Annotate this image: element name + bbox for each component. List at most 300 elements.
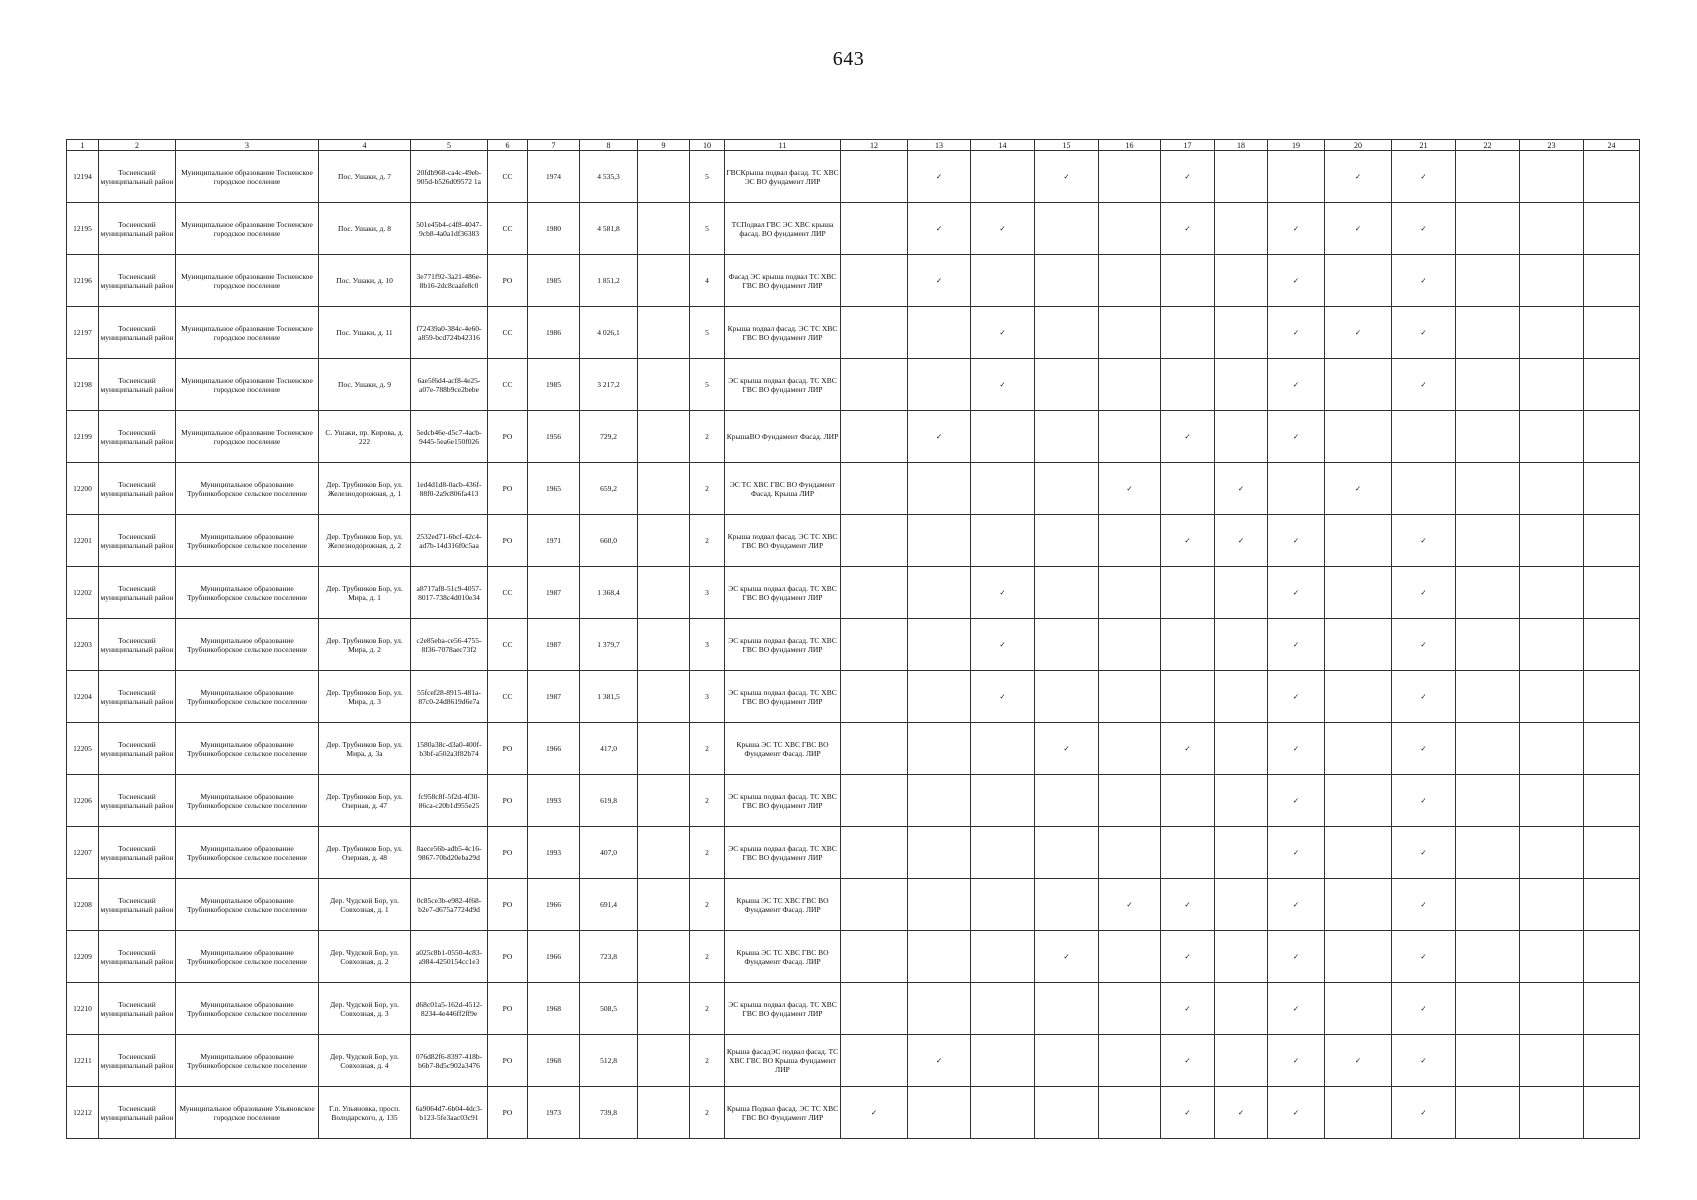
empty-check-cell xyxy=(1215,775,1268,827)
check-mark-icon: ✓ xyxy=(1325,1035,1392,1087)
empty-check-cell xyxy=(1520,1035,1584,1087)
empty-check-cell xyxy=(1215,307,1268,359)
table-row xyxy=(67,255,1640,307)
empty-check-cell xyxy=(1035,515,1099,567)
floors-cell: 5 xyxy=(690,151,725,203)
empty-check-cell xyxy=(1035,671,1099,723)
empty-check-cell xyxy=(1456,463,1520,515)
floors-cell: 2 xyxy=(690,931,725,983)
works-list-cell: ЭС крыша подвал фасад. ТС ХВС ГВС ВО фундамент ЛИР xyxy=(725,671,841,723)
municipality-cell: Муниципальное образование Трубникоборское сельское поселение xyxy=(176,983,319,1035)
empty-check-cell xyxy=(1325,1087,1392,1139)
empty-check-cell xyxy=(841,931,908,983)
empty-check-cell xyxy=(1392,463,1456,515)
check-mark-icon: ✓ xyxy=(1392,203,1456,255)
empty-check-cell xyxy=(908,879,971,931)
check-mark-icon: ✓ xyxy=(971,307,1035,359)
column-number: 1 xyxy=(67,140,99,151)
works-list-cell: ЭС крыша подвал фасад. ТС ХВС ГВС ВО фундамент ЛИР xyxy=(725,567,841,619)
works-list-cell: Крыша ЭС ТС ХВС ГВС ВО Фундамент Фасад. ЛИР xyxy=(725,723,841,775)
works-list-cell: ТСПодвал ГВС ЭС ХВС крыша фасад. ВО фундамент ЛИР xyxy=(725,203,841,255)
check-mark-icon: ✓ xyxy=(1392,619,1456,671)
total-area-cell: 739,8 xyxy=(580,1087,638,1139)
address-cell: Г.п. Ульяновка, просп. Володарского, д. 135 xyxy=(319,1087,411,1139)
empty-check-cell xyxy=(1215,359,1268,411)
year-built-cell: 1980 xyxy=(528,203,580,255)
works-list-cell: Крыша подвал фасад. ЭС ТС ХВС ГВС ВО Фундамент ЛИР xyxy=(725,515,841,567)
row-id: 12194 xyxy=(67,151,99,203)
empty-check-cell xyxy=(1161,619,1215,671)
empty-check-cell xyxy=(1035,879,1099,931)
table-row xyxy=(67,1087,1640,1139)
column-number-row xyxy=(67,140,1640,151)
column-number: 21 xyxy=(1392,140,1456,151)
check-mark-icon: ✓ xyxy=(1161,515,1215,567)
works-list-cell: КрышаВО Фундамент Фасад. ЛИР xyxy=(725,411,841,463)
district-cell: Тосненский муниципальный район xyxy=(99,723,176,775)
floors-cell: 5 xyxy=(690,359,725,411)
empty-check-cell xyxy=(908,619,971,671)
works-list-cell: Фасад ЭС крыша подвал ТС ХВС ГВС ВО фундамент ЛИР xyxy=(725,255,841,307)
building-uid-cell: 3e771f92-3a21-486e-8b16-2dc8caafe8c0 xyxy=(411,255,488,307)
empty-check-cell xyxy=(1215,827,1268,879)
column-9-cell xyxy=(638,515,690,567)
column-9-cell xyxy=(638,775,690,827)
floors-cell: 3 xyxy=(690,619,725,671)
empty-check-cell xyxy=(1161,567,1215,619)
year-built-cell: 1987 xyxy=(528,567,580,619)
column-9-cell xyxy=(638,203,690,255)
column-number: 20 xyxy=(1325,140,1392,151)
table-row xyxy=(67,567,1640,619)
empty-check-cell xyxy=(1215,203,1268,255)
check-mark-icon: ✓ xyxy=(1161,203,1215,255)
empty-check-cell xyxy=(1520,723,1584,775)
check-mark-icon: ✓ xyxy=(1392,931,1456,983)
column-9-cell xyxy=(638,723,690,775)
check-mark-icon: ✓ xyxy=(1268,411,1325,463)
total-area-cell: 660,0 xyxy=(580,515,638,567)
empty-check-cell xyxy=(1325,879,1392,931)
check-mark-icon: ✓ xyxy=(1392,151,1456,203)
floors-cell: 3 xyxy=(690,671,725,723)
check-mark-icon: ✓ xyxy=(1268,359,1325,411)
row-id: 12199 xyxy=(67,411,99,463)
empty-check-cell xyxy=(971,515,1035,567)
municipality-cell: Муниципальное образование Тосненское городское поселение xyxy=(176,151,319,203)
empty-check-cell xyxy=(1584,359,1640,411)
works-list-cell: ЭС крыша подвал фасад. ТС ХВС ГВС ВО фундамент ЛИР xyxy=(725,619,841,671)
check-mark-icon: ✓ xyxy=(1215,463,1268,515)
check-mark-icon: ✓ xyxy=(971,359,1035,411)
check-mark-icon: ✓ xyxy=(1161,151,1215,203)
district-cell: Тосненский муниципальный район xyxy=(99,203,176,255)
empty-check-cell xyxy=(1099,255,1161,307)
building-uid-cell: 501e45b4-c4f8-4047-9cb8-4a0a1df36383 xyxy=(411,203,488,255)
empty-check-cell xyxy=(841,879,908,931)
empty-check-cell xyxy=(1099,1087,1161,1139)
empty-check-cell xyxy=(1520,359,1584,411)
check-mark-icon: ✓ xyxy=(1392,567,1456,619)
empty-check-cell xyxy=(1161,307,1215,359)
empty-check-cell xyxy=(908,983,971,1035)
check-mark-icon: ✓ xyxy=(908,203,971,255)
empty-check-cell xyxy=(1520,931,1584,983)
empty-check-cell xyxy=(1584,931,1640,983)
year-built-cell: 1985 xyxy=(528,255,580,307)
check-mark-icon: ✓ xyxy=(1325,463,1392,515)
wall-material-cell: РО xyxy=(488,515,528,567)
empty-check-cell xyxy=(971,775,1035,827)
year-built-cell: 1986 xyxy=(528,307,580,359)
empty-check-cell xyxy=(1584,1087,1640,1139)
check-mark-icon: ✓ xyxy=(1392,879,1456,931)
table-row xyxy=(67,411,1640,463)
municipality-cell: Муниципальное образование Тосненское городское поселение xyxy=(176,203,319,255)
total-area-cell: 1 379,7 xyxy=(580,619,638,671)
check-mark-icon: ✓ xyxy=(1268,931,1325,983)
empty-check-cell xyxy=(1456,151,1520,203)
municipality-cell: Муниципальное образование Трубникоборское сельское поселение xyxy=(176,723,319,775)
total-area-cell: 1 851,2 xyxy=(580,255,638,307)
municipality-cell: Муниципальное образование Трубникоборское сельское поселение xyxy=(176,827,319,879)
empty-check-cell xyxy=(1520,619,1584,671)
check-mark-icon: ✓ xyxy=(971,671,1035,723)
row-id: 12195 xyxy=(67,203,99,255)
check-mark-icon: ✓ xyxy=(1161,879,1215,931)
building-uid-cell: 1580a38c-d3a0-400f-b3bf-a502a3f82b74 xyxy=(411,723,488,775)
row-id: 12210 xyxy=(67,983,99,1035)
municipality-cell: Муниципальное образование Трубникоборское сельское поселение xyxy=(176,619,319,671)
building-uid-cell: 6ae5f6d4-acf8-4e25-a07e-788b9ce2bebe xyxy=(411,359,488,411)
empty-check-cell xyxy=(1215,255,1268,307)
empty-check-cell xyxy=(841,359,908,411)
year-built-cell: 1968 xyxy=(528,983,580,1035)
works-list-cell: Крыша подвал фасад. ЭС ТС ХВС ГВС ВО фундамент ЛИР xyxy=(725,307,841,359)
wall-material-cell: СС xyxy=(488,567,528,619)
total-area-cell: 659,2 xyxy=(580,463,638,515)
floors-cell: 2 xyxy=(690,515,725,567)
year-built-cell: 1987 xyxy=(528,671,580,723)
empty-check-cell xyxy=(1456,411,1520,463)
works-list-cell: ЭС крыша подвал фасад. ТС ХВС ГВС ВО фундамент ЛИР xyxy=(725,983,841,1035)
column-number: 3 xyxy=(176,140,319,151)
check-mark-icon: ✓ xyxy=(1392,255,1456,307)
check-mark-icon: ✓ xyxy=(1268,827,1325,879)
empty-check-cell xyxy=(1161,359,1215,411)
floors-cell: 2 xyxy=(690,1035,725,1087)
empty-check-cell xyxy=(1584,983,1640,1035)
column-number: 24 xyxy=(1584,140,1640,151)
district-cell: Тосненский муниципальный район xyxy=(99,671,176,723)
empty-check-cell xyxy=(1456,619,1520,671)
total-area-cell: 691,4 xyxy=(580,879,638,931)
column-number: 4 xyxy=(319,140,411,151)
empty-check-cell xyxy=(1035,307,1099,359)
wall-material-cell: СС xyxy=(488,671,528,723)
check-mark-icon: ✓ xyxy=(1325,307,1392,359)
column-9-cell xyxy=(638,463,690,515)
total-area-cell: 4 581,8 xyxy=(580,203,638,255)
empty-check-cell xyxy=(971,983,1035,1035)
year-built-cell: 1966 xyxy=(528,879,580,931)
district-cell: Тосненский муниципальный район xyxy=(99,255,176,307)
row-id: 12202 xyxy=(67,567,99,619)
year-built-cell: 1968 xyxy=(528,1035,580,1087)
wall-material-cell: РО xyxy=(488,775,528,827)
check-mark-icon: ✓ xyxy=(1392,359,1456,411)
empty-check-cell xyxy=(1099,1035,1161,1087)
floors-cell: 4 xyxy=(690,255,725,307)
empty-check-cell xyxy=(1215,411,1268,463)
table-row xyxy=(67,983,1640,1035)
check-mark-icon: ✓ xyxy=(1035,723,1099,775)
empty-check-cell xyxy=(1456,827,1520,879)
registry-body xyxy=(67,140,1640,1139)
table-row xyxy=(67,671,1640,723)
year-built-cell: 1973 xyxy=(528,1087,580,1139)
empty-check-cell xyxy=(908,515,971,567)
check-mark-icon: ✓ xyxy=(1161,931,1215,983)
empty-check-cell xyxy=(1099,671,1161,723)
empty-check-cell xyxy=(1099,723,1161,775)
empty-check-cell xyxy=(1161,827,1215,879)
column-number: 11 xyxy=(725,140,841,151)
check-mark-icon: ✓ xyxy=(1268,515,1325,567)
district-cell: Тосненский муниципальный район xyxy=(99,307,176,359)
empty-check-cell xyxy=(1456,359,1520,411)
check-mark-icon: ✓ xyxy=(1035,151,1099,203)
column-number: 9 xyxy=(638,140,690,151)
building-uid-cell: 5edcb46e-d5c7-4acb-9445-5ea6e150f026 xyxy=(411,411,488,463)
municipality-cell: Муниципальное образование Трубникоборское сельское поселение xyxy=(176,567,319,619)
column-number: 12 xyxy=(841,140,908,151)
total-area-cell: 1 368,4 xyxy=(580,567,638,619)
empty-check-cell xyxy=(1456,515,1520,567)
empty-check-cell xyxy=(1099,359,1161,411)
empty-check-cell xyxy=(1584,203,1640,255)
empty-check-cell xyxy=(1584,411,1640,463)
address-cell: Дер. Трубников Бор, ул. Мира, д. 3 xyxy=(319,671,411,723)
municipality-cell: Муниципальное образование Трубникоборское сельское поселение xyxy=(176,1035,319,1087)
municipality-cell: Муниципальное образование Трубникоборское сельское поселение xyxy=(176,879,319,931)
empty-check-cell xyxy=(1584,255,1640,307)
check-mark-icon: ✓ xyxy=(1392,827,1456,879)
empty-check-cell xyxy=(1325,775,1392,827)
building-uid-cell: 55fcef28-8915-481a-87c0-24d8619d6e7a xyxy=(411,671,488,723)
row-id: 12197 xyxy=(67,307,99,359)
wall-material-cell: СС xyxy=(488,307,528,359)
empty-check-cell xyxy=(1161,671,1215,723)
year-built-cell: 1993 xyxy=(528,775,580,827)
empty-check-cell xyxy=(1456,931,1520,983)
empty-check-cell xyxy=(1456,983,1520,1035)
row-id: 12201 xyxy=(67,515,99,567)
empty-check-cell xyxy=(1520,879,1584,931)
district-cell: Тосненский муниципальный район xyxy=(99,1087,176,1139)
empty-check-cell xyxy=(1584,723,1640,775)
empty-check-cell xyxy=(1325,411,1392,463)
empty-check-cell xyxy=(1215,879,1268,931)
address-cell: Пос. Ушаки, д. 9 xyxy=(319,359,411,411)
empty-check-cell xyxy=(908,567,971,619)
row-id: 12206 xyxy=(67,775,99,827)
check-mark-icon: ✓ xyxy=(1392,775,1456,827)
floors-cell: 2 xyxy=(690,723,725,775)
empty-check-cell xyxy=(1161,775,1215,827)
empty-check-cell xyxy=(841,827,908,879)
total-area-cell: 729,2 xyxy=(580,411,638,463)
empty-check-cell xyxy=(1520,151,1584,203)
empty-check-cell xyxy=(841,203,908,255)
housing-registry-table xyxy=(66,139,1640,1139)
column-9-cell xyxy=(638,411,690,463)
empty-check-cell xyxy=(1099,827,1161,879)
floors-cell: 2 xyxy=(690,879,725,931)
empty-check-cell xyxy=(1584,671,1640,723)
empty-check-cell xyxy=(1325,983,1392,1035)
wall-material-cell: РО xyxy=(488,255,528,307)
check-mark-icon: ✓ xyxy=(1392,515,1456,567)
empty-check-cell xyxy=(1099,307,1161,359)
column-number: 15 xyxy=(1035,140,1099,151)
empty-check-cell xyxy=(841,307,908,359)
total-area-cell: 407,0 xyxy=(580,827,638,879)
empty-check-cell xyxy=(908,775,971,827)
year-built-cell: 1985 xyxy=(528,359,580,411)
check-mark-icon: ✓ xyxy=(1268,255,1325,307)
building-uid-cell: c2e85eba-ce56-4755-8f36-7078aec73f2 xyxy=(411,619,488,671)
check-mark-icon: ✓ xyxy=(1161,1035,1215,1087)
district-cell: Тосненский муниципальный район xyxy=(99,983,176,1035)
check-mark-icon: ✓ xyxy=(1268,203,1325,255)
empty-check-cell xyxy=(1215,567,1268,619)
municipality-cell: Муниципальное образование Трубникоборское сельское поселение xyxy=(176,463,319,515)
check-mark-icon: ✓ xyxy=(1325,203,1392,255)
check-mark-icon: ✓ xyxy=(1268,1035,1325,1087)
table-row xyxy=(67,463,1640,515)
address-cell: Дер. Трубников Бор, ул. Мира, д. 2 xyxy=(319,619,411,671)
table-row xyxy=(67,723,1640,775)
total-area-cell: 1 381,5 xyxy=(580,671,638,723)
district-cell: Тосненский муниципальный район xyxy=(99,931,176,983)
building-uid-cell: a8717af8-51c9-4057-8017-738c4d010e34 xyxy=(411,567,488,619)
works-list-cell: ЭС ТС ХВС ГВС ВО Фундамент Фасад. Крыша ЛИР xyxy=(725,463,841,515)
column-number: 14 xyxy=(971,140,1035,151)
empty-check-cell xyxy=(1215,723,1268,775)
floors-cell: 2 xyxy=(690,827,725,879)
wall-material-cell: РО xyxy=(488,983,528,1035)
empty-check-cell xyxy=(971,827,1035,879)
column-number: 19 xyxy=(1268,140,1325,151)
empty-check-cell xyxy=(1325,931,1392,983)
empty-check-cell xyxy=(1584,619,1640,671)
address-cell: Дер. Трубников Бор, ул. Озерная, д. 47 xyxy=(319,775,411,827)
empty-check-cell xyxy=(841,983,908,1035)
empty-check-cell xyxy=(1584,1035,1640,1087)
year-built-cell: 1974 xyxy=(528,151,580,203)
address-cell: Дер. Чудской Бор, ул. Совхозная, д. 4 xyxy=(319,1035,411,1087)
row-id: 12211 xyxy=(67,1035,99,1087)
table-row xyxy=(67,827,1640,879)
empty-check-cell xyxy=(1584,879,1640,931)
works-list-cell: Крыша ЭС ТС ХВС ГВС ВО Фундамент Фасад. ЛИР xyxy=(725,931,841,983)
column-9-cell xyxy=(638,827,690,879)
empty-check-cell xyxy=(841,567,908,619)
empty-check-cell xyxy=(1520,307,1584,359)
wall-material-cell: РО xyxy=(488,931,528,983)
table-row xyxy=(67,151,1640,203)
row-id: 12204 xyxy=(67,671,99,723)
floors-cell: 2 xyxy=(690,1087,725,1139)
empty-check-cell xyxy=(1035,775,1099,827)
district-cell: Тосненский муниципальный район xyxy=(99,879,176,931)
empty-check-cell xyxy=(1215,1035,1268,1087)
wall-material-cell: РО xyxy=(488,1035,528,1087)
check-mark-icon: ✓ xyxy=(1392,1035,1456,1087)
column-9-cell xyxy=(638,671,690,723)
district-cell: Тосненский муниципальный район xyxy=(99,151,176,203)
row-id: 12200 xyxy=(67,463,99,515)
total-area-cell: 619,8 xyxy=(580,775,638,827)
empty-check-cell xyxy=(971,1035,1035,1087)
check-mark-icon: ✓ xyxy=(1268,1087,1325,1139)
empty-check-cell xyxy=(971,255,1035,307)
wall-material-cell: РО xyxy=(488,879,528,931)
empty-check-cell xyxy=(1325,671,1392,723)
column-number: 6 xyxy=(488,140,528,151)
column-9-cell xyxy=(638,151,690,203)
floors-cell: 2 xyxy=(690,463,725,515)
empty-check-cell xyxy=(1325,619,1392,671)
empty-check-cell xyxy=(1584,827,1640,879)
empty-check-cell xyxy=(1584,151,1640,203)
check-mark-icon: ✓ xyxy=(1215,1087,1268,1139)
check-mark-icon: ✓ xyxy=(1035,931,1099,983)
building-uid-cell: fc958c8f-5f2d-4f30-86ca-c20b1d955e25 xyxy=(411,775,488,827)
empty-check-cell xyxy=(1035,203,1099,255)
empty-check-cell xyxy=(908,671,971,723)
floors-cell: 2 xyxy=(690,775,725,827)
wall-material-cell: РО xyxy=(488,827,528,879)
check-mark-icon: ✓ xyxy=(908,411,971,463)
column-number: 16 xyxy=(1099,140,1161,151)
empty-check-cell xyxy=(1456,203,1520,255)
check-mark-icon: ✓ xyxy=(1392,1087,1456,1139)
column-number: 22 xyxy=(1456,140,1520,151)
works-list-cell: Крыша фасадЭС подвал фасад. ТС ХВС ГВС ВО Крыша Фундамент ЛИР xyxy=(725,1035,841,1087)
empty-check-cell xyxy=(1520,463,1584,515)
empty-check-cell xyxy=(1035,255,1099,307)
district-cell: Тосненский муниципальный район xyxy=(99,619,176,671)
empty-check-cell xyxy=(971,151,1035,203)
empty-check-cell xyxy=(1035,827,1099,879)
district-cell: Тосненский муниципальный район xyxy=(99,775,176,827)
empty-check-cell xyxy=(1520,203,1584,255)
address-cell: Пос. Ушаки, д. 11 xyxy=(319,307,411,359)
row-id: 12203 xyxy=(67,619,99,671)
floors-cell: 2 xyxy=(690,411,725,463)
empty-check-cell xyxy=(908,723,971,775)
empty-check-cell xyxy=(1456,1035,1520,1087)
check-mark-icon: ✓ xyxy=(1325,151,1392,203)
empty-check-cell xyxy=(1035,567,1099,619)
address-cell: Дер. Трубников Бор, ул. Озерная, д. 48 xyxy=(319,827,411,879)
empty-check-cell xyxy=(1099,619,1161,671)
empty-check-cell xyxy=(1035,463,1099,515)
check-mark-icon: ✓ xyxy=(1392,723,1456,775)
table-row xyxy=(67,879,1640,931)
